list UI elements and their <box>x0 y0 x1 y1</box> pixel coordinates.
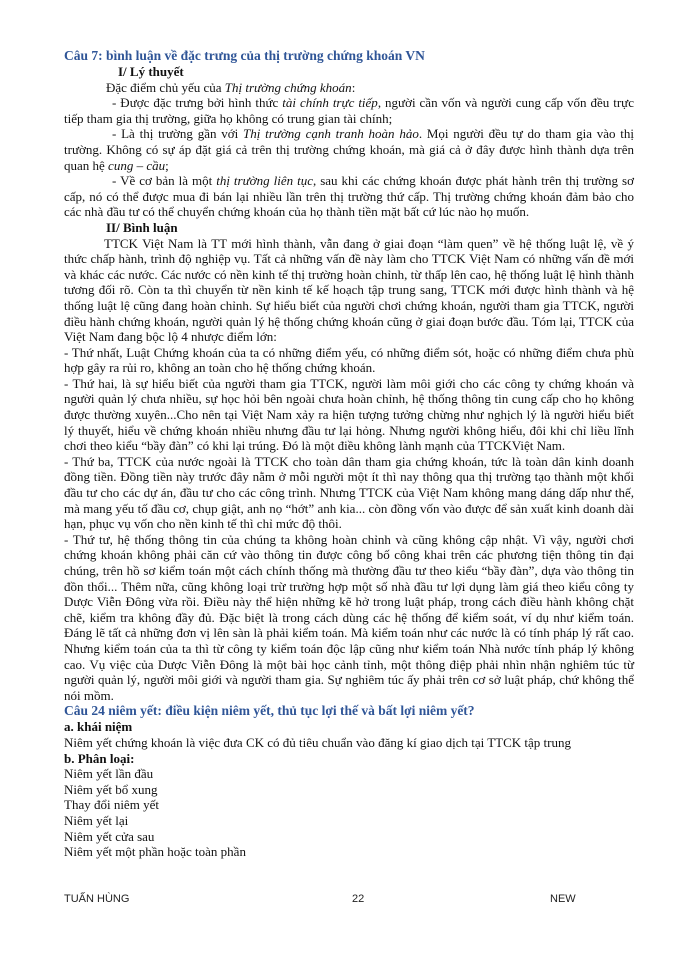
page-number: 22 <box>352 893 365 905</box>
question-24-heading: Câu 24 niêm yết: điều kiện niêm yết, thủ tục lợi thế và bất lợi niêm yết? <box>64 703 475 719</box>
list-item: Niêm yết một phần hoặc toàn phần <box>64 844 246 860</box>
question-7-heading: Câu 7: bình luận về đặc trưng của thị trường chứng khoán VN <box>64 48 425 63</box>
theory-point-1: - Được đặc trưng bởi hình thức tài chính trực tiếp, người cần vốn và người cung cấp vốn đều trực tiếp tham gia thị trường, giữa họ không có trung gian tài chính; <box>64 95 634 126</box>
list-item: Niêm yết lần đầu <box>64 766 154 782</box>
list-item: Niêm yết lại <box>64 812 129 828</box>
weakness-2: - Thứ hai, là sự hiểu biết của người tham gia TTCK, người làm môi giới cho các công ty chứng khoán và người quản lý chưa nhiều, sự học hỏi bên ngoài chưa hoàn chỉnh, hệ thống thông tin cung cấp cho họ không được thường xuyên...Cho nên tại Việt Nam xảy ra hiện tượng tưởng chừng như nghịch lý là người hiểu biết lý thuyết, hiểu về chứng khoán nhiều nhưng đầu tư lại hỏng. Nhưng người không hiểu, đôi khi chỉ liều lĩnh chơi theo kiểu “bầy đàn” có khi lại trúng. Đó là một điều không lành mạnh của TTCKViệt Nam. <box>64 375 634 454</box>
list-item: Niêm yết cửa sau <box>64 828 155 844</box>
comment-heading: II/ Bình luận <box>106 219 178 235</box>
weakness-3: - Thứ ba, TTCK của nước ngoài là TTCK cho toàn dân tham gia chứng khoán, tức là toàn dân kinh doanh đồng tiền. Đồng tiền này trước đây nằm ở mỗi người một ít thì nay thông qua thị trường tạo thành một khối đầu tư cho các dự án, đầu tư cho các công trình. Nhưng TTCK của Việt Nam không mang dáng dấp như thế, mà mang yếu tố đầu cơ, chụp giật, anh nọ “hớt” anh kia... còn đồng vốn vào được để sản xuất kinh doanh dài hạn, phục vụ vốn cho nền kinh tế thì chỉ mức độ thôi. <box>64 453 634 532</box>
list-item: Niêm yết bổ xung <box>64 781 158 797</box>
page-footer <box>0 892 700 910</box>
weakness-1: - Thứ nhất, Luật Chứng khoán của ta có những điểm yếu, có những điểm sót, hoặc có những điểm chưa phù hợp gây ra rủi ro, không an toàn cho hệ thống chứng khoán. <box>64 344 634 376</box>
classification-heading: b. Phân loại: <box>64 750 135 766</box>
theory-point-3: - Về cơ bản là một thị trường liên tục, sau khi các chứng khoán được phát hành trên thị trường sơ cấp, nó có thể được mua đi bán lại nhiều lần trên thị trường thứ cấp. Thị trường chứng khoán đảm bảo cho các nhà đầu tư có thể chuyển chứng khoán của họ thành tiền mặt bất cứ lúc nào họ muốn. <box>64 173 634 220</box>
theory-intro: Đặc điểm chủ yếu của Thị trường chứng khoán: <box>106 79 356 95</box>
weakness-4: - Thứ tư, hệ thống thông tin của chúng ta không hoàn chỉnh và cũng không cập nhật. Vì vậy, người chơi chứng khoán không phải căn cứ vào thông tin được công bố công khai trên các phương tiện thông tin đại chúng, trên hồ sơ kiểm toán một cách chính thống mà thường đầu tư theo kiểu “bầy đàn”, dựa vào thông tin đồn thổi... Thêm nữa, cũng không loại trừ trường hợp một số nhà đầu tư lợi dụng làm giá theo kiểu công ty Dược Viễn Đông vừa rồi. Điều này thể hiện những kẽ hở trong luật pháp, trong cách điều hành không chặt chẽ, kiểm tra không đầy đủ. Đặc biệt là trong cách dùng các hệ thống để kiểm soát, ví dụ như kiểm toán. Đáng lẽ tất cả những đơn vị lên sàn là phải kiểm toán. Mà kiểm toán như các nước là có tính pháp lý rất cao. Nhưng kiểm toán của ta thì từ công ty kiểm toán độc lập cũng như kiểm toán Nhà nước tính pháp lý không cao. Vụ việc của Dược Viễn Đông là một bài học cảnh tỉnh, một thông điệp phải nhìn nhận nghiêm túc từ người quản lý, người môi giới và người tham gia. Sự nghiêm túc ấy phải trên cơ sở luật pháp, chứ không thể nói mồm. <box>64 531 634 703</box>
list-item: Thay đổi niêm yết <box>64 797 159 813</box>
concept-heading: a. khái niệm <box>64 719 133 735</box>
footer-author: TUẤN HÙNG <box>64 893 130 905</box>
comment-intro: TTCK Việt Nam là TT mới hình thành, vẫn đang ở giai đoạn “làm quen” về hệ thống luật lệ, về ý thức chấp hành, trình độ nghiệp vụ. Tất cả những vấn đề này làm cho TTCK Việt Nam có những vấn đề mới và khác các nước. Các nước có nền kinh tế thị trường hoàn chỉnh, từ thấp lên cao, hệ thống luật lệ hình thành tương đối rõ. Còn ta thì chuyển từ nền kinh tế kế hoạch tập trung sang, TTCK mới được hình thành và hệ thống luật lệ cũng đang hoàn chỉnh. Sự hiểu biết của người chơi chứng khoán, người tham gia TTCK, người điều hành chứng khoán, người quản lý hệ thống chứng khoán cũng ở giai đoạn bước đầu. Tóm lại, TTCK của Việt Nam đang bộc lộ 4 nhược điểm lớn: <box>64 235 634 345</box>
footer-tag: NEW <box>550 893 576 905</box>
concept-text: Niêm yết chứng khoán là việc đưa CK có đủ tiêu chuẩn vào đăng kí giao dịch tại TTCK tập trung <box>64 734 571 750</box>
theory-heading: I/ Lý thuyết <box>118 64 184 79</box>
theory-point-2: - Là thị trường gần với Thị trường cạnh tranh hoàn hảo. Mọi người đều tự do tham gia vào thị trường. Không có sự áp đặt giá cả trên thị trường chứng khoán, mà giá cả ở đây được hình thành dựa trên quan hệ cung – cầu; <box>64 126 634 173</box>
document-body <box>64 48 634 860</box>
